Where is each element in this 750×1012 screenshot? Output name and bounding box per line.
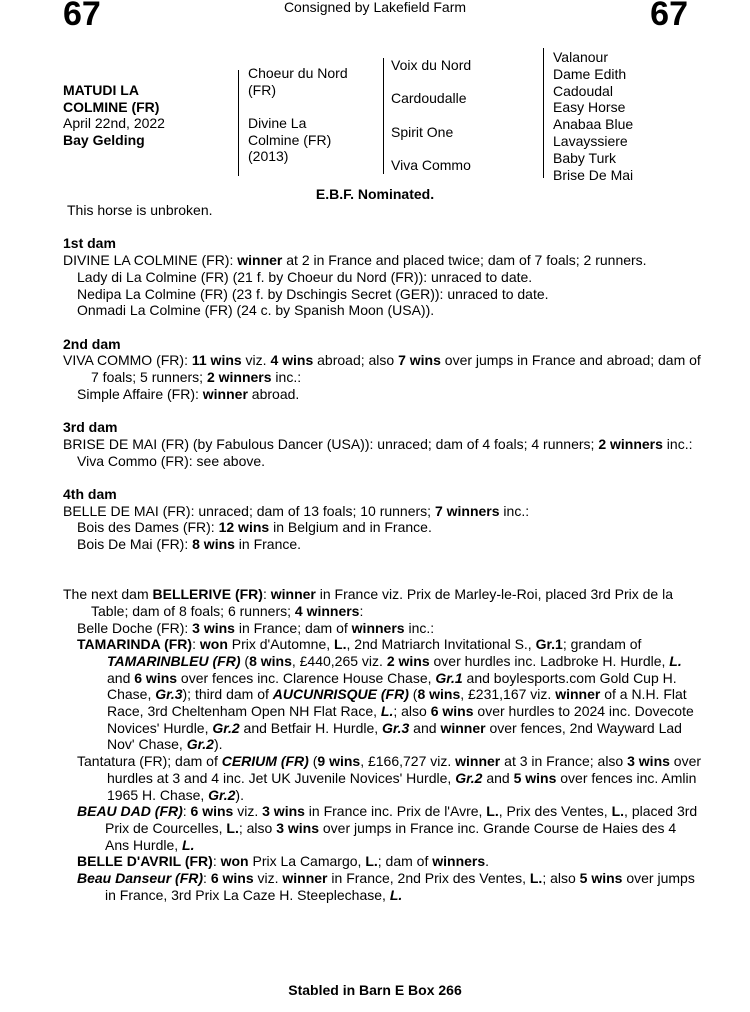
line-text: The next dam: [63, 586, 153, 603]
line-text: ; also: [238, 819, 277, 836]
family-section: [63, 569, 703, 903]
section-line: [63, 252, 703, 269]
lot-number-right: 67: [650, 0, 688, 33]
line-text: BELLERIVE (FR): [152, 586, 263, 603]
section-line: [63, 586, 703, 619]
horse-block: [63, 82, 165, 148]
line-text: winner: [440, 719, 486, 736]
line-text: winner: [282, 870, 328, 887]
line-text: DIVINE LA COLMINE (FR):: [63, 252, 238, 269]
pedigree-dam: [248, 115, 331, 165]
line-text: ; grandam of: [562, 636, 642, 653]
line-text: L.: [611, 803, 625, 820]
line-text: Gr.1: [535, 636, 563, 653]
line-text: 6 wins: [430, 703, 474, 720]
line-text: L.: [380, 703, 394, 720]
line-text: :: [182, 803, 191, 820]
gen3-item: Baby Turk: [553, 149, 617, 166]
line-text: Simple Affaire (FR):: [77, 385, 203, 402]
line-text: L.: [486, 803, 499, 820]
line-text: L.: [182, 836, 195, 853]
line-text: BRISE DE MAI (FR) (by Fabulous Dancer (USA)): unraced; dam of 4 foals; 4 runners;: [63, 435, 599, 452]
line-text: 5 wins: [579, 870, 623, 887]
horse-name-line1: MATUDI LA: [63, 82, 139, 98]
line-text: 7 wins: [398, 352, 441, 369]
line-text: Lady di La Colmine (FR) (21 f. by Choeur du Nord (FR)): unraced to date.: [77, 268, 533, 285]
line-text: abroad.: [247, 385, 300, 402]
section-line: [63, 620, 703, 637]
line-text: viz.: [253, 870, 283, 887]
line-text: of a N.H. Flat Race, 3rd Cheltenham Open NH Flat Race,: [107, 686, 687, 720]
line-text: , £231,167 viz.: [460, 686, 556, 703]
line-text: :: [192, 636, 200, 653]
pedigree-line-2: [383, 58, 384, 174]
line-text: over jumps in France inc. Grande Course de Haies des 4 Ans Hurdle,: [105, 819, 677, 853]
line-text: and boylesports.com Gold Cup H. Chase,: [107, 669, 677, 703]
line-text: Bois des Dames (FR):: [77, 519, 219, 536]
gen3-item: Cadoudal: [553, 82, 613, 99]
line-text: TAMARINBLEU (FR): [107, 652, 241, 669]
line-text: Beau Danseur (FR): [77, 870, 204, 887]
horse-foaled: April 22nd, 2022: [63, 115, 165, 131]
section-line: [63, 636, 703, 753]
line-text: Belle Doche (FR):: [77, 619, 193, 636]
line-text: Prix d'Automne,: [227, 636, 335, 653]
dam-line-1: Divine La: [248, 115, 307, 131]
section-heading: 4th dam: [63, 485, 117, 502]
line-text: and: [107, 669, 135, 686]
line-text: L.: [365, 853, 378, 870]
line-text: ).: [235, 786, 244, 803]
line-text: ; also: [542, 870, 580, 887]
line-text: 3 wins: [627, 753, 670, 770]
section-line: [63, 803, 703, 853]
section-line: [63, 286, 703, 303]
line-text: 7 winners: [434, 502, 500, 519]
line-text: abroad; also: [313, 352, 399, 369]
section-line: [63, 503, 703, 520]
line-text: , placed 3rd Prix de Courcelles,: [105, 803, 698, 836]
family-section: [63, 235, 703, 319]
line-text: winner: [202, 385, 248, 402]
sire-line-1: Choeur du Nord: [248, 65, 348, 81]
section-heading: [63, 569, 703, 586]
line-text: , £440,265 viz.: [291, 652, 387, 669]
line-text: in France inc. Prix de l'Avre,: [304, 803, 487, 820]
line-text: over jumps in France and abroad; dam of 7 foals; 5 runners;: [91, 352, 701, 385]
line-text: over fences inc. Clarence House Chase,: [177, 669, 436, 686]
catalogue-body: [63, 202, 703, 903]
line-text: L.: [334, 636, 347, 653]
ebf-nominated: E.B.F. Nominated.: [315, 186, 435, 202]
section-heading: 1st dam: [63, 235, 116, 252]
line-text: 6 wins: [190, 803, 234, 820]
line-text: over hurdles at 3 and 4 inc. Jet UK Juvenile Novices' Hurdle,: [107, 753, 702, 786]
line-text: inc.:: [404, 619, 435, 636]
family-sections: [63, 235, 703, 903]
dam-line-3: (2013): [248, 148, 289, 164]
lot-number-left: 67: [63, 0, 101, 33]
line-text: 4 winners: [294, 602, 360, 619]
line-text: , 2nd Matriarch Invitational S.,: [346, 636, 536, 653]
line-text: 2 wins: [386, 652, 430, 669]
line-text: L.: [529, 870, 543, 887]
pedigree-line-3: [543, 48, 544, 178]
line-text: winners: [351, 619, 405, 636]
line-text: :: [203, 870, 211, 887]
line-text: BELLE DE MAI (FR): unraced; dam of 13 foals; 10 runners;: [63, 502, 435, 519]
line-text: Prix La Camargo,: [248, 853, 366, 870]
section-line: [63, 436, 703, 453]
section-heading: 3rd dam: [63, 419, 118, 436]
line-text: in France.: [234, 536, 302, 552]
line-text: in France viz. Prix de Marley-le-Roi, placed 3rd Prix de la Table; dam of 8 foals; 6 runners;: [91, 586, 673, 619]
line-text: 11 wins: [191, 352, 242, 369]
pedigree-dam-dam: Viva Commo: [391, 157, 471, 173]
section-heading: 2nd dam: [63, 335, 121, 352]
line-text: inc.:: [499, 502, 530, 519]
horse-name-line2: COLMINE (FR): [63, 98, 160, 115]
line-text: , £166,727 viz.: [360, 753, 456, 770]
line-text: ); third dam of: [182, 686, 273, 703]
line-text: viz.: [233, 803, 263, 820]
pedigree-gen3: [553, 49, 633, 183]
line-text: :: [212, 853, 221, 870]
line-text: at 3 in France; also: [500, 753, 628, 770]
line-text: in Belgium and in France.: [269, 519, 432, 536]
line-text: Nedipa La Colmine (FR) (23 f. by Dschingis Secret (GER)): unraced to date.: [77, 285, 549, 302]
line-text: VIVA COMMO (FR):: [63, 352, 192, 369]
line-text: Bois De Mai (FR):: [77, 536, 193, 552]
line-text: BEAU DAD (FR): [77, 803, 183, 820]
line-text: winners: [432, 853, 486, 870]
family-section: [63, 486, 703, 553]
section-line: [63, 386, 703, 403]
line-text: L.: [226, 819, 239, 836]
line-text: Gr.3: [155, 686, 183, 703]
line-text: Gr.2: [212, 719, 240, 736]
family-section: [63, 336, 703, 403]
line-text: .: [485, 853, 490, 870]
pedigree-dam-sire: Spirit One: [391, 124, 454, 140]
line-text: :: [262, 586, 271, 603]
line-text: winner: [270, 586, 316, 603]
line-text: 8 wins: [417, 686, 461, 703]
line-text: 9 wins: [317, 753, 361, 770]
line-text: (: [408, 686, 418, 703]
section-line: [63, 870, 703, 903]
line-text: 8 wins: [249, 652, 292, 669]
pedigree-line-1: [238, 70, 239, 176]
gen3-item: Brise De Mai: [553, 166, 634, 183]
line-text: and: [482, 769, 514, 786]
section-line: [63, 853, 703, 870]
section-line: [63, 519, 703, 536]
line-text: inc.:: [271, 369, 302, 385]
pedigree-sire: [248, 65, 348, 98]
line-text: won: [199, 636, 228, 653]
line-text: Onmadi La Colmine (FR) (24 c. by Spanish Moon (USA)).: [77, 302, 435, 319]
gen3-item: Lavayssiere: [553, 132, 628, 149]
section-line: [63, 269, 703, 286]
line-text: in France; dam of: [234, 619, 352, 636]
line-text: L.: [669, 652, 682, 669]
line-text: (: [240, 652, 250, 669]
line-text: in France, 2nd Prix des Ventes,: [327, 870, 530, 887]
line-text: Gr.2: [455, 769, 483, 786]
section-line: [63, 536, 703, 553]
line-text: 3 wins: [262, 803, 305, 820]
line-text: 6 wins: [134, 669, 178, 686]
line-text: ; also: [393, 703, 431, 720]
line-text: 2 winners: [598, 435, 663, 452]
line-text: inc.:: [662, 435, 693, 452]
section-line: [63, 352, 703, 385]
section-line: [63, 753, 703, 803]
line-text: winner: [237, 252, 283, 269]
gen3-item: Valanour: [553, 49, 609, 65]
gen3-item: Dame Edith: [553, 65, 627, 82]
section-line: [63, 453, 703, 470]
line-text: Gr.2: [208, 786, 236, 803]
pedigree-sire-dam: Cardoudalle: [391, 90, 467, 106]
line-text: TAMARINDA (FR): [77, 636, 193, 653]
dam-line-2: Colmine (FR): [248, 131, 332, 148]
line-text: :: [359, 602, 364, 619]
line-text: 4 wins: [270, 352, 314, 369]
line-text: 3 wins: [192, 619, 235, 636]
line-text: 6 wins: [210, 870, 254, 887]
pedigree-sire-sire: Voix du Nord: [391, 57, 472, 73]
line-text: 12 wins: [218, 519, 270, 536]
line-text: over jumps in France, 3rd Prix La Caze H. Steeplechase,: [105, 870, 695, 903]
family-section: [63, 419, 703, 469]
line-text: over hurdles inc. Ladbroke H. Hurdle,: [429, 652, 670, 669]
line-text: ; dam of: [377, 853, 433, 870]
line-text: and: [409, 719, 441, 736]
consignor-text: Consigned by Lakefield Farm: [283, 0, 467, 15]
line-text: Gr.3: [382, 719, 410, 736]
line-text: L.: [389, 886, 403, 903]
line-text: Viva Commo (FR): see above.: [77, 452, 266, 469]
line-text: Tantatura (FR); dam of: [77, 753, 222, 770]
line-text: BELLE D'AVRIL (FR): [77, 853, 213, 870]
line-text: AUCUNRISQUE (FR): [272, 686, 409, 703]
line-text: 3 wins: [276, 819, 319, 836]
line-text: 5 wins: [513, 769, 557, 786]
horse-sex: Bay Gelding: [63, 131, 145, 148]
section-line: [63, 302, 703, 319]
line-text: CERIUM (FR): [221, 753, 309, 770]
line-text: viz.: [241, 352, 271, 369]
stabling-footer: Stabled in Barn E Box 266: [288, 982, 462, 998]
line-text: winner: [555, 686, 601, 703]
line-text: (: [308, 753, 318, 770]
line-text: Gr.1: [435, 669, 463, 686]
line-text: won: [220, 853, 249, 870]
sire-line-2: (FR): [248, 81, 276, 98]
unbroken-note: This horse is unbroken.: [67, 202, 213, 218]
line-text: Gr.2: [186, 736, 214, 753]
line-text: at 2 in France and placed twice; dam of 7 foals; 2 runners.: [282, 252, 647, 269]
line-text: winner: [455, 753, 501, 770]
line-text: over hurdles to 2024 inc. Dovecote Novices' Hurdle,: [107, 703, 694, 736]
line-text: and Betfair H. Hurdle,: [239, 719, 383, 736]
line-text: 2 winners: [206, 369, 272, 385]
line-text: 8 wins: [192, 536, 235, 552]
line-text: over fences inc. Amlin 1965 H. Chase,: [107, 769, 697, 803]
line-text: , Prix des Ventes,: [498, 803, 612, 820]
line-text: ).: [213, 736, 223, 753]
gen3-item: Easy Horse: [553, 99, 626, 116]
gen3-item: Anabaa Blue: [553, 116, 634, 133]
line-text: over fences, 2nd Wayward Lad Nov' Chase,: [107, 719, 682, 753]
